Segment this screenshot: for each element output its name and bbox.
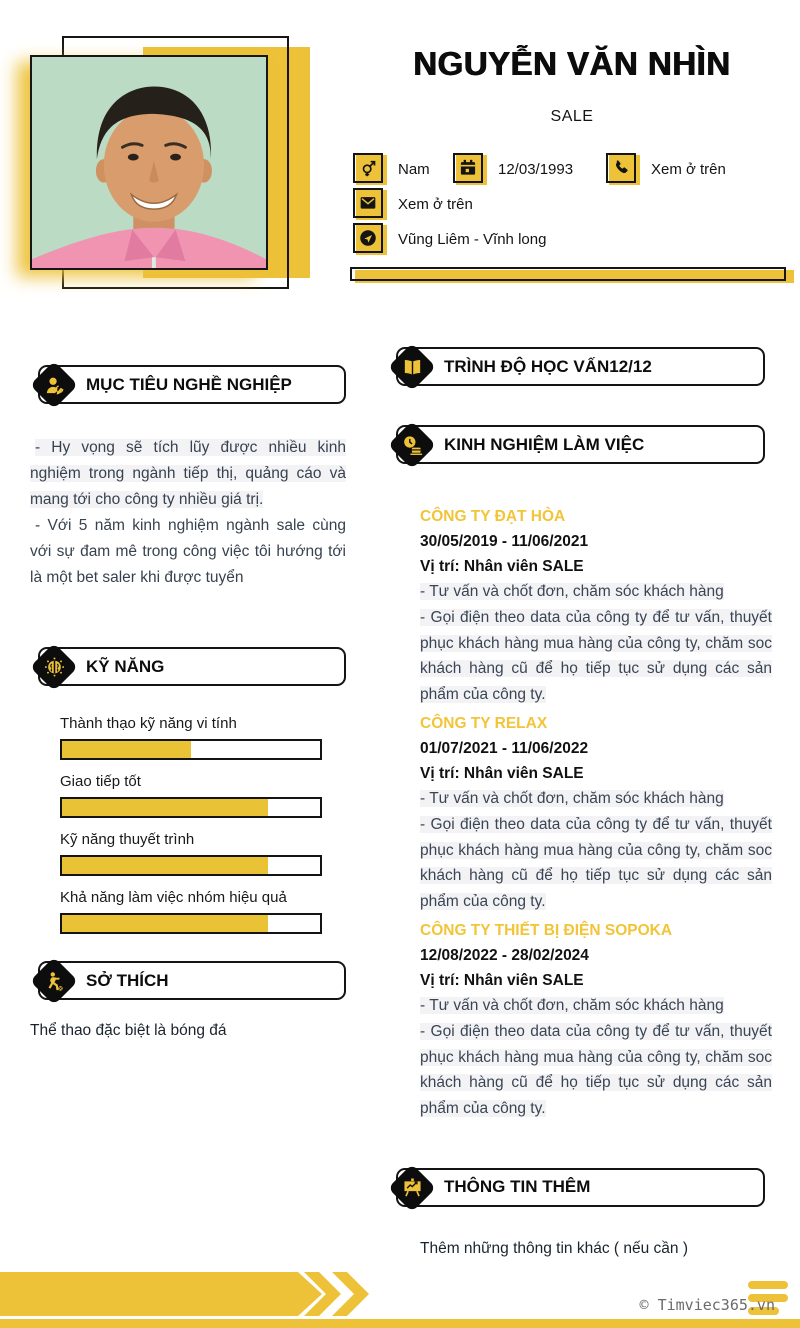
skill-item: Kỹ năng thuyết trình (60, 829, 346, 876)
section-title: TRÌNH ĐỘ HỌC VẤN12/12 (396, 347, 765, 386)
section-title: KINH NGHIỆM LÀM VIỆC (396, 425, 765, 464)
skill-bar (60, 739, 322, 760)
job-period: 30/05/2019 - 11/06/2021 (420, 533, 589, 550)
location-icon (353, 223, 387, 255)
header (350, 44, 794, 285)
section-title: THÔNG TIN THÊM (396, 1168, 765, 1207)
job-entry (420, 919, 772, 1122)
contact-row (353, 222, 794, 256)
job-company: CÔNG TY ĐẠT HÒA (420, 508, 566, 525)
contact-gender: Nam (353, 153, 453, 185)
section-education-header (388, 343, 765, 391)
board-chart-icon (395, 1171, 429, 1205)
job-company: CÔNG TY RELAX (420, 714, 548, 732)
contact-row (353, 152, 794, 186)
section-skills-header (30, 643, 346, 691)
skill-item: Thành thạo kỹ năng vi tính (60, 713, 346, 760)
header-divider (350, 267, 794, 285)
job-description: - Tư vấn và chốt đơn, chăm sóc khách hàng - Gọi điện theo data của công ty để tư vấn, thuyết phục khách hàng mua hàng của công ty, chăm soc khách hàng cũ để họ tiếp tục sử dụng các sản phẩm của công ty. (420, 996, 772, 1118)
job-period: 12/08/2022 - 28/02/2024 (420, 946, 589, 964)
contact-location: Vũng Liêm - Vĩnh long (353, 223, 546, 255)
copyright-text: © Timviec365.vn (639, 1296, 775, 1314)
job-period: 01/07/2021 - 11/06/2022 (420, 739, 589, 757)
objective-text: - Hy vọng sẽ tích lũy được nhiều kinh nghiệm trong ngành tiếp thị, quảng cáo và mang tới cho công ty nhiều giá trị. - Với 5 năm kinh nghiệm ngành sale cùng với sự đam mê trong công việc tôi hướng tới là một bet saler khi được tuyển (30, 439, 346, 586)
football-player-icon (37, 964, 71, 998)
job-entry (420, 505, 772, 708)
contact-birthdate: 12/03/1993 (453, 153, 606, 185)
job-position: Vị trí: Nhân viên SALE (420, 764, 584, 782)
left-column (30, 361, 346, 1040)
contact-phone: Xem ở trên (606, 153, 726, 185)
contact-row (353, 187, 794, 221)
phone-icon (606, 153, 640, 185)
skill-item: Giao tiếp tốt (60, 771, 346, 818)
photo-block (0, 0, 345, 315)
footer-bar-shape (0, 1272, 330, 1316)
additional-info-text: Thêm những thông tin khác ( nếu cần ) (420, 1239, 689, 1257)
experience-list (420, 505, 772, 1122)
gender-icon (353, 153, 387, 185)
skill-bar (60, 797, 322, 818)
skills-list (30, 713, 346, 934)
section-objective-header (30, 361, 346, 409)
contact-email: Xem ở trên (353, 188, 473, 220)
candidate-name: NGUYỄN VĂN NHÌN (413, 45, 731, 82)
candidate-role: SALE (550, 108, 594, 125)
email-icon (353, 188, 387, 220)
section-title: KỸ NĂNG (38, 647, 346, 686)
profile-photo (30, 55, 268, 270)
footer-bottom-strip (0, 1319, 800, 1328)
clock-laptop-icon (395, 428, 429, 462)
brain-icon (37, 650, 71, 684)
section-additional-header (388, 1164, 765, 1212)
user-pen-icon (37, 368, 71, 402)
right-column (388, 343, 772, 1258)
calendar-icon (453, 153, 487, 185)
skill-bar (60, 855, 322, 876)
section-title: MỤC TIÊU NGHỀ NGHIỆP (38, 365, 346, 404)
skill-item: Khả năng làm việc nhóm hiệu quả (60, 887, 346, 934)
job-description: - Tư vấn và chốt đơn, chăm sóc khách hàng - Gọi điện theo data của công ty để tư vấn, thuyết phục khách hàng mua hàng của công ty, chăm soc khách hàng cũ để họ tiếp tục sử dụng các sản phẩm của công ty. (420, 789, 772, 911)
job-company: CÔNG TY THIẾT BỊ ĐIỆN SOPOKA (420, 921, 673, 939)
contact-info (353, 152, 794, 256)
open-book-icon (395, 350, 429, 384)
profile-photo-illustration (32, 57, 266, 268)
job-position: Vị trí: Nhân viên SALE (420, 558, 584, 575)
job-position: Vị trí: Nhân viên SALE (420, 971, 584, 989)
skill-bar (60, 913, 322, 934)
section-experience-header (388, 421, 765, 469)
job-description: - Tư vấn và chốt đơn, chăm sóc khách hàng - Gọi điện theo data của công ty để tư vấn, thuyết phục khách hàng mua hàng của công ty, chăm soc khách hàng cũ để họ tiếp tục sử dụng các sản phẩm của công ty. (420, 583, 772, 704)
hobbies-text: Thể thao đặc biệt là bóng đá (30, 1022, 227, 1039)
job-entry (420, 712, 772, 915)
section-hobbies-header (30, 957, 346, 1005)
footer-accent-bar (0, 1272, 380, 1316)
section-title: SỞ THÍCH (38, 961, 346, 1000)
